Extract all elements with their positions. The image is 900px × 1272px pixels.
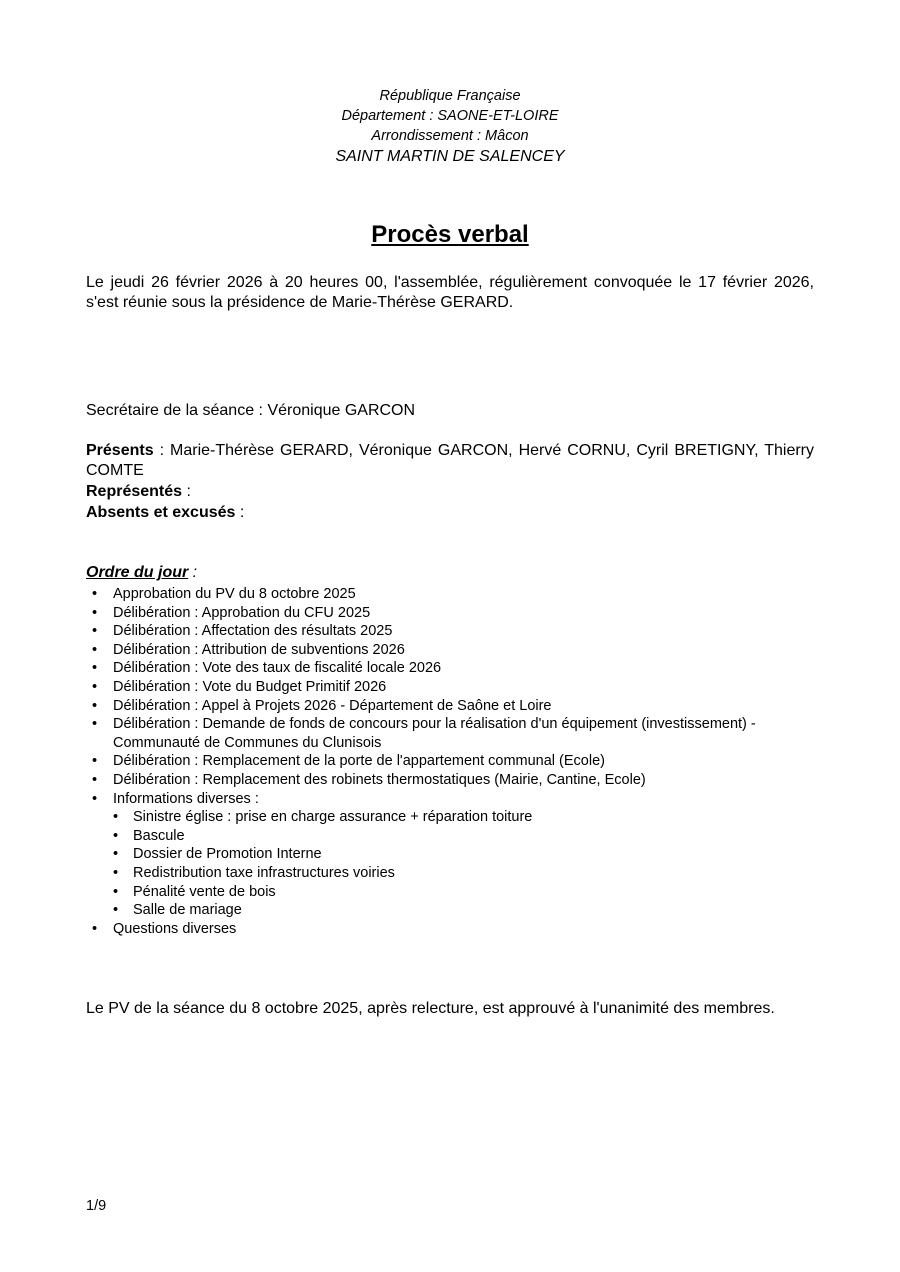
presents-line [86,441,814,481]
presents-label: Présents [86,442,154,459]
document-title: Procès verbal [371,221,529,248]
page-number: 1/9 [86,1198,107,1214]
sub-item: • Bascule [113,827,806,846]
sub-item: • Salle de mariage [113,901,806,920]
sub-item: • Sinistre église : prise en charge assurance + réparation toiture [113,808,806,827]
informations-sublist [113,808,806,920]
intro-paragraph: Le jeudi 26 février 2026 à 20 heures 00, l'assemblée, régulièrement convoquée le 17 février 2026, s'est réunie sous la présidence de Marie-Thérèse GERARD. [86,274,814,311]
absents-line [86,503,814,523]
agenda-item: • Questions diverses [86,920,806,939]
ordre-du-jour-label: Ordre du jour [86,564,189,581]
sub-item: • Pénalité vente de bois [113,883,806,902]
presents-value: : Marie-Thérèse GERARD, Véronique GARCON, Hervé CORNU, Cyril BRETIGNY, Thierry COMTE [86,442,814,479]
agenda-item: • Délibération : Demande de fonds de concours pour la réalisation d'un équipement (investissement) - Communauté de Communes du Clunisois [86,715,806,752]
header-departement: Département : SAONE-ET-LOIRE [341,108,559,124]
agenda-item: • Approbation du PV du 8 octobre 2025 [86,585,806,604]
ordre-du-jour-suffix: : [188,564,198,581]
agenda-item: • Délibération : Appel à Projets 2026 - Département de Saône et Loire [86,697,806,716]
informations-label: Informations diverses : [113,790,259,807]
agenda-item: • Délibération : Approbation du CFU 2025 [86,604,806,623]
absents-label: Absents et excusés [86,504,236,521]
header-republique: République Française [379,88,521,104]
agenda-item: • Délibération : Attribution de subventions 2026 [86,641,806,660]
document-header [0,86,900,167]
agenda-list [86,585,806,938]
representes-value: : [182,483,191,500]
header-commune: SAINT MARTIN DE SALENCEY [335,148,565,165]
ordre-du-jour-heading [86,563,197,583]
agenda-item: • Délibération : Remplacement de la porte de l'appartement communal (Ecole) [86,752,806,771]
conclusion-paragraph: Le PV de la séance du 8 octobre 2025, après relecture, est approuvé à l'unanimité des membres. [86,1000,775,1017]
agenda-item: • Délibération : Affectation des résultats 2025 [86,622,806,641]
agenda-item: • Délibération : Vote des taux de fiscalité locale 2026 [86,659,806,678]
absents-value: : [235,504,245,521]
representes-line [86,482,814,502]
agenda-item-informations [86,790,806,920]
representes-label: Représentés [86,483,183,500]
agenda-item: • Délibération : Vote du Budget Primitif 2026 [86,678,806,697]
secretaire-line: Secrétaire de la séance : Véronique GARCON [86,402,416,419]
header-arrondissement: Arrondissement : Mâcon [371,128,529,144]
agenda-item: • Délibération : Remplacement des robinets thermostatiques (Mairie, Cantine, Ecole) [86,771,806,790]
sub-item: • Redistribution taxe infrastructures voiries [113,864,806,883]
sub-item: • Dossier de Promotion Interne [113,845,806,864]
